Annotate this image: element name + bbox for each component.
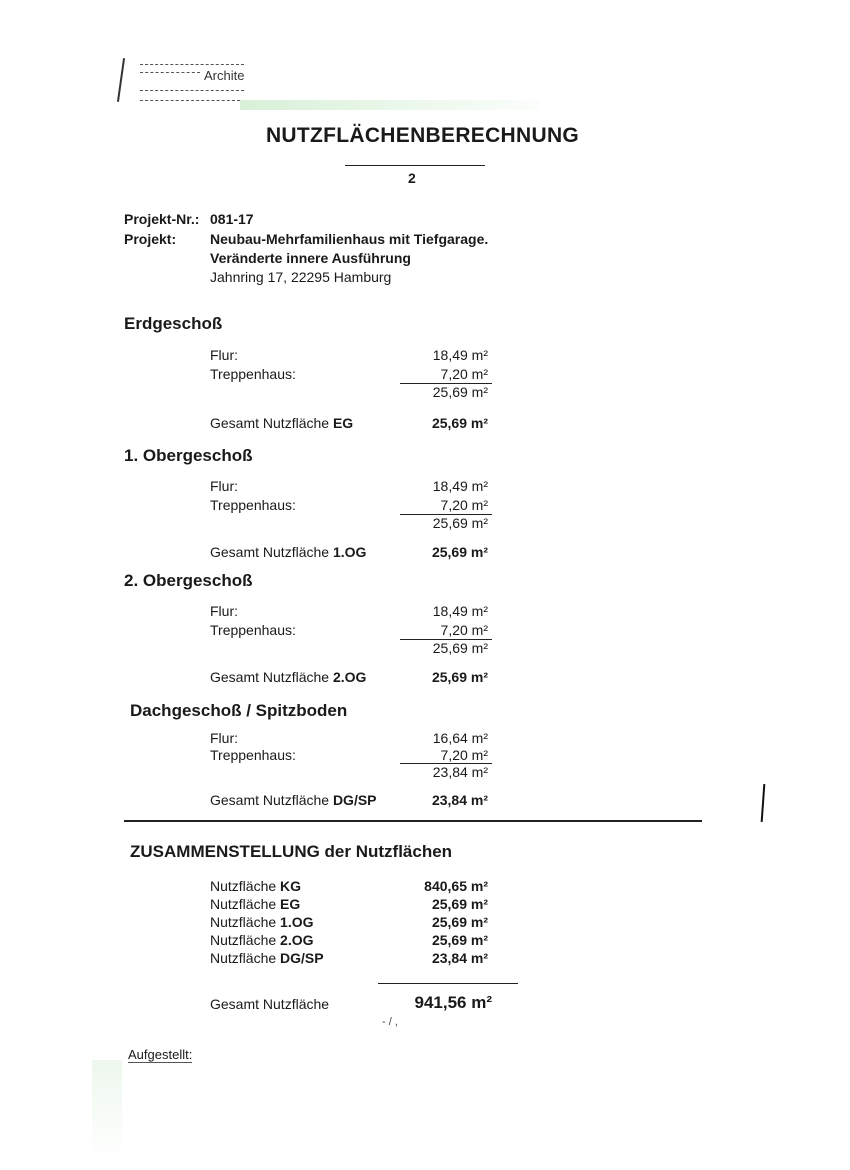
flur-label: Flur:: [210, 478, 238, 494]
project-nr-label: Projekt-Nr.:: [124, 211, 200, 227]
section-title: Erdgeschoß: [124, 314, 223, 333]
summary-row-label: Nutzfläche KG: [210, 878, 302, 894]
section-total-label: Gesamt Nutzfläche 1.OG: [210, 544, 367, 560]
page-number-rule: [345, 165, 485, 166]
subtotal-value: 23,84 m²: [432, 764, 488, 780]
section-total-label: Gesamt Nutzfläche EG: [210, 415, 354, 431]
section-title: 2. Obergeschoß: [124, 571, 253, 590]
scan-artifact: [92, 1060, 122, 1160]
treppenhaus-value: 7,20 m²: [440, 497, 488, 513]
subtotal-value: 25,69 m²: [432, 515, 488, 531]
project-label: Projekt:: [124, 231, 177, 247]
section-total-label: Gesamt Nutzfläche DG/SP: [210, 792, 377, 808]
subtotal-value: 25,69 m²: [432, 640, 488, 656]
flur-value: 18,49 m²: [432, 478, 488, 494]
flur-label: Flur:: [210, 603, 238, 619]
flur-value: 18,49 m²: [432, 603, 488, 619]
letterhead-line: [140, 100, 240, 101]
treppenhaus-label: Treppenhaus:: [210, 497, 296, 513]
letterhead-line: [140, 72, 200, 73]
aufgestellt-label: Aufgestellt:: [128, 1047, 193, 1062]
summary-row-value: 25,69 m²: [431, 932, 488, 948]
summary-row-label: Nutzfläche EG: [210, 896, 301, 912]
grand-total-label: Gesamt Nutzfläche: [210, 996, 330, 1012]
document-title: NUTZFLÄCHENBERECHNUNG: [265, 124, 580, 147]
flur-label: Flur:: [210, 730, 238, 746]
project-address: Jahnring 17, 22295 Hamburg: [210, 269, 392, 285]
section-total-value: 25,69 m²: [431, 415, 488, 431]
scan-artifact: [240, 100, 540, 110]
pen-mark: [117, 58, 125, 102]
summary-row-label: Nutzfläche 1.OG: [210, 914, 314, 930]
margin-mark: [761, 784, 766, 822]
section-title: Dachgeschoß / Spitzboden: [130, 701, 348, 720]
project-nr-value: 081-17: [210, 211, 254, 227]
flur-label: Flur:: [210, 347, 238, 363]
subtotal-value: 25,69 m²: [432, 384, 488, 400]
section-divider: [124, 820, 702, 822]
summary-title: ZUSAMMENSTELLUNG der Nutzflächen: [130, 842, 453, 861]
treppenhaus-label: Treppenhaus:: [210, 622, 296, 638]
page-number: 2: [408, 170, 416, 186]
section-total-label: Gesamt Nutzfläche 2.OG: [210, 669, 367, 685]
summary-row-value: 25,69 m²: [431, 914, 488, 930]
project-line-1: Neubau-Mehrfamilienhaus mit Tiefgarage.: [210, 231, 489, 247]
summary-row-label: Nutzfläche 2.OG: [210, 932, 314, 948]
grand-total-value: 941,56 m²: [414, 993, 492, 1012]
flur-value: 16,64 m²: [432, 730, 488, 746]
letterhead-logo: Archite: [204, 68, 245, 83]
section-total-value: 23,84 m²: [431, 792, 488, 808]
treppenhaus-label: Treppenhaus:: [210, 747, 296, 763]
flur-value: 18,49 m²: [432, 347, 488, 363]
summary-total-rule: [378, 983, 518, 984]
section-total-value: 25,69 m²: [431, 669, 488, 685]
treppenhaus-label: Treppenhaus:: [210, 366, 296, 382]
pen-mark: - / ,: [382, 1016, 398, 1028]
project-line-2: Veränderte innere Ausführung: [210, 250, 411, 266]
section-title: 1. Obergeschoß: [124, 446, 253, 465]
treppenhaus-value: 7,20 m²: [440, 747, 488, 763]
treppenhaus-value: 7,20 m²: [440, 622, 488, 638]
summary-row-value: 23,84 m²: [431, 950, 488, 966]
letterhead-line: [140, 90, 244, 91]
summary-row-value: 840,65 m²: [424, 878, 488, 894]
section-total-value: 25,69 m²: [431, 544, 488, 560]
summary-row-label: Nutzfläche DG/SP: [210, 950, 324, 966]
summary-row-value: 25,69 m²: [431, 896, 488, 912]
treppenhaus-value: 7,20 m²: [440, 366, 488, 382]
letterhead-line: [140, 64, 244, 65]
